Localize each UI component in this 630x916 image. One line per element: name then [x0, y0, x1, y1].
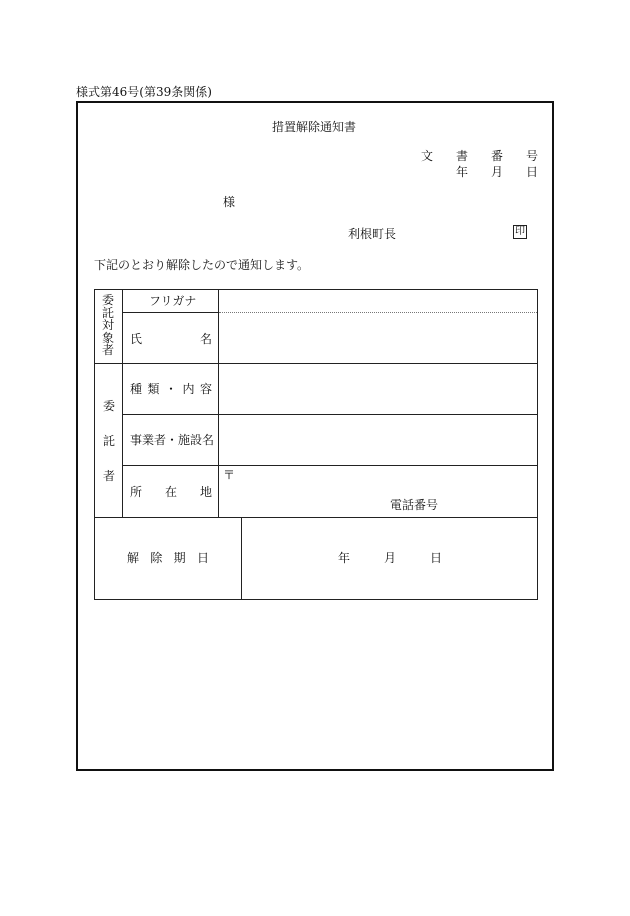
- group2-label-char: 託: [103, 434, 116, 448]
- release-label-char: 解: [127, 551, 140, 565]
- date-month: 月: [490, 165, 503, 179]
- furigana-divider: [219, 312, 537, 313]
- doc-number-char: 号: [525, 149, 538, 163]
- issuer: 利根町長: [348, 227, 397, 241]
- type-label-char: 内: [182, 382, 195, 396]
- form-label: 様式第46号(第39条関係): [76, 85, 212, 99]
- addressee-suffix: 様: [223, 195, 236, 209]
- table-line: [537, 289, 538, 600]
- table-line: [241, 517, 242, 600]
- table-line: [94, 517, 538, 518]
- doc-number-char: 番: [490, 149, 503, 163]
- release-label-char: 日: [196, 551, 209, 565]
- name-label: [130, 333, 212, 345]
- document-number: [421, 150, 538, 162]
- phone-label: 電話番号: [390, 498, 439, 512]
- group2-label-char: 者: [103, 469, 116, 483]
- doc-number-char: 文: [421, 149, 434, 163]
- release-year: 年: [338, 551, 351, 565]
- group1-label-char: 委: [101, 293, 114, 307]
- seal-mark: 印: [515, 226, 525, 237]
- type-label-char: 種: [130, 382, 143, 396]
- business-label: 事業者・施設名: [130, 433, 215, 447]
- table-line: [122, 289, 123, 518]
- document-title: 措置解除通知書: [272, 120, 357, 134]
- release-label-char: 除: [150, 551, 163, 565]
- type-content-label: [130, 383, 212, 395]
- release-date-label: [127, 552, 209, 564]
- table-line: [94, 363, 538, 364]
- address-label: [130, 486, 212, 498]
- type-label-char: 類: [147, 382, 160, 396]
- table-line: [218, 289, 219, 518]
- release-month: 月: [383, 551, 396, 565]
- postal-mark: 〒: [223, 468, 236, 482]
- issue-date: [456, 166, 538, 178]
- table-line: [122, 312, 219, 313]
- address-label-char: 所: [130, 485, 143, 499]
- date-year: 年: [456, 165, 469, 179]
- type-label-char: 容: [199, 382, 212, 396]
- group1-label-char: 者: [101, 343, 114, 358]
- group1-label-char: 託: [101, 305, 114, 320]
- table-line: [94, 289, 538, 290]
- address-label-char: 在: [164, 485, 177, 499]
- name-label-char: 名: [199, 332, 212, 346]
- furigana-label: フリガナ: [149, 294, 197, 308]
- table-line: [122, 414, 538, 415]
- release-date-field: [338, 552, 442, 564]
- group1-label-char: 対: [101, 318, 114, 333]
- intro-text: 下記のとおり解除したので通知します。: [94, 258, 310, 272]
- table-line: [94, 599, 538, 600]
- group1-label: [94, 294, 122, 357]
- release-day: 日: [429, 551, 442, 565]
- release-label-char: 期: [173, 551, 186, 565]
- name-label-char: 氏: [130, 332, 143, 346]
- date-day: 日: [525, 165, 538, 179]
- table-line: [122, 465, 538, 466]
- type-label-char: ・: [164, 382, 177, 396]
- group2-label-char: 委: [103, 399, 116, 413]
- address-label-char: 地: [199, 485, 212, 499]
- doc-number-char: 書: [455, 149, 468, 163]
- group1-label-char: 象: [101, 330, 114, 345]
